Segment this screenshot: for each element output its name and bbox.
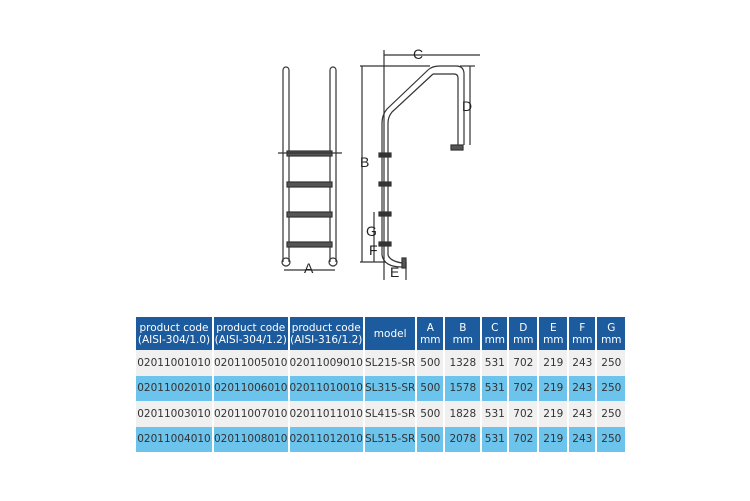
table-cell: 500: [417, 427, 443, 453]
column-header: [597, 317, 625, 350]
table-cell: 243: [569, 401, 595, 427]
table-cell: SL315-SR: [365, 376, 415, 402]
table-cell: 531: [482, 376, 507, 402]
table-cell: 500: [417, 376, 443, 402]
table-cell: 702: [509, 427, 537, 453]
table-cell: 02011008010: [214, 427, 288, 453]
table-row: [136, 401, 625, 427]
header-line2: mm: [601, 333, 622, 346]
table-cell: 219: [539, 376, 567, 402]
table-cell: 219: [539, 350, 567, 376]
column-header: [509, 317, 537, 350]
table-row: [136, 350, 625, 376]
column-header: [214, 317, 288, 350]
table-cell: 702: [509, 376, 537, 402]
table-cell: 243: [569, 376, 595, 402]
table-cell: 219: [539, 427, 567, 453]
table-cell: 500: [417, 401, 443, 427]
header-line1: F: [579, 321, 586, 334]
header-line2: (AISI-316/1.2): [290, 333, 363, 346]
header-line1: E: [549, 321, 557, 334]
dim-label-g: G: [366, 223, 377, 239]
column-header: [290, 317, 364, 350]
header-line1: B: [459, 321, 467, 334]
dim-label-e: E: [390, 264, 400, 280]
header-line1: product code: [291, 321, 361, 334]
header-line1: model: [373, 327, 407, 340]
table-cell: SL415-SR: [365, 401, 415, 427]
table-cell: 02011006010: [214, 376, 288, 402]
table-cell: 702: [509, 350, 537, 376]
table-cell: 531: [482, 427, 507, 453]
dim-label-a: A: [304, 260, 314, 276]
table-cell: 1328: [445, 350, 480, 376]
dim-label-b: B: [360, 154, 370, 170]
column-header: [417, 317, 443, 350]
table-cell: 02011010010: [290, 376, 364, 402]
header-line1: A: [426, 321, 434, 334]
column-header: [539, 317, 567, 350]
dim-label-c: C: [413, 46, 424, 62]
header-line2: mm: [513, 333, 534, 346]
dim-label-f: F: [369, 242, 378, 258]
table-cell: 02011011010: [290, 401, 364, 427]
ladder-side-view: [360, 50, 480, 280]
header-line2: mm: [572, 333, 593, 346]
table-cell: 02011007010: [214, 401, 288, 427]
table-cell: 02011012010: [290, 427, 364, 453]
table-cell: 250: [597, 401, 625, 427]
header-line2: mm: [543, 333, 564, 346]
table-cell: 02011009010: [290, 350, 364, 376]
table-cell: SL515-SR: [365, 427, 415, 453]
table-cell: 702: [509, 401, 537, 427]
table-cell: 500: [417, 350, 443, 376]
column-header: [445, 317, 480, 350]
table-cell: 02011005010: [214, 350, 288, 376]
header-line2: (AISI-304/1.2): [214, 333, 287, 346]
table-cell: 243: [569, 427, 595, 453]
spec-table: [134, 317, 627, 452]
table-cell: 02011002010: [136, 376, 212, 402]
column-header: [569, 317, 595, 350]
table-cell: 2078: [445, 427, 480, 453]
header-line1: product code: [139, 321, 209, 334]
column-header: [482, 317, 507, 350]
header-line1: D: [519, 321, 528, 334]
table-cell: SL215-SR: [365, 350, 415, 376]
table-cell: 250: [597, 376, 625, 402]
column-header: [365, 317, 415, 350]
header-line2: mm: [484, 333, 506, 346]
header-line2: mm: [452, 333, 474, 346]
table-cell: 1578: [445, 376, 480, 402]
ladder-front-view: [278, 67, 342, 270]
table-cell: 1828: [445, 401, 480, 427]
table-cell: 219: [539, 401, 567, 427]
table-row: [136, 427, 625, 453]
table-cell: 243: [569, 350, 595, 376]
header-line1: G: [607, 321, 616, 334]
table-cell: 02011004010: [136, 427, 212, 453]
table-cell: 02011003010: [136, 401, 212, 427]
column-header: [136, 317, 212, 350]
table-cell: 531: [482, 401, 507, 427]
dim-label-d: D: [462, 98, 473, 114]
table-cell: 250: [597, 427, 625, 453]
table-cell: 02011001010: [136, 350, 212, 376]
header-line2: (AISI-304/1.0): [137, 333, 211, 346]
table-cell: 250: [597, 350, 625, 376]
table-row: [136, 376, 625, 402]
table-cell: 531: [482, 350, 507, 376]
header-line1: C: [491, 321, 499, 334]
header-line1: product code: [216, 321, 286, 334]
header-line2: mm: [420, 333, 441, 346]
